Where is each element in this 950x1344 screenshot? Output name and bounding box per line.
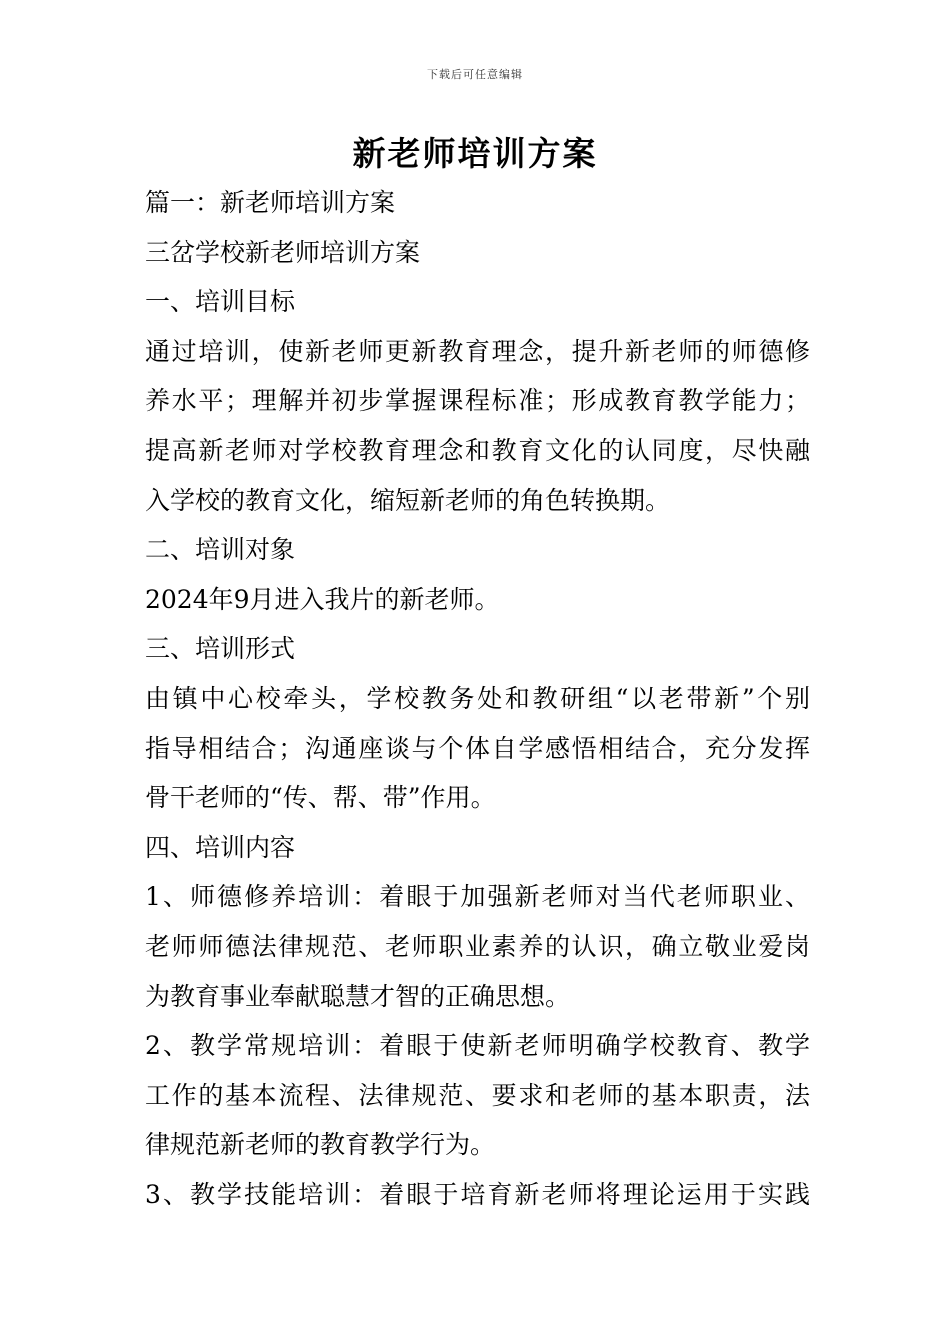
paragraph-line: 2、教学常规培训：着眼于使新老师明确学校教育、教学	[145, 1031, 810, 1061]
paragraph-line: 入学校的教育文化，缩短新老师的角色转换期。	[145, 485, 671, 515]
paragraph-line: 养水平；理解并初步掌握课程标准；形成教育教学能力；	[145, 386, 810, 416]
paragraph-line: 通过培训，使新老师更新教育理念，提升新老师的师德修	[145, 336, 810, 366]
paragraph-line: 律规范新老师的教育教学行为。	[145, 1130, 496, 1160]
paragraph-line: 骨干老师的“传、帮、带”作用。	[145, 783, 496, 813]
header-note: 下载后可任意编辑	[427, 68, 523, 81]
paragraph-line: 3、教学技能培训：着眼于培育新老师将理论运用于实践	[145, 1179, 810, 1209]
section-heading: 二、培训对象	[145, 535, 296, 565]
subtitle-line: 三岔学校新老师培训方案	[145, 237, 421, 267]
document-body	[145, 178, 810, 1219]
section-heading: 四、培训内容	[145, 832, 296, 862]
paragraph-line: 1、师德修养培训：着眼于加强新老师对当代老师职业、	[145, 882, 810, 912]
paragraph-line: 提高新老师对学校教育理念和教育文化的认同度，尽快融	[145, 435, 810, 465]
paragraph-line: 为教育事业奉献聪慧才智的正确思想。	[145, 981, 571, 1011]
paragraph-line: 工作的基本流程、法律规范、要求和老师的基本职责，法	[145, 1080, 810, 1110]
section-heading: 三、培训形式	[145, 634, 296, 664]
paragraph-line: 由镇中心校牵头，学校教务处和教研组“以老带新”个别	[145, 683, 810, 713]
document-title: 新老师培训方案	[352, 134, 598, 173]
section-heading: 篇一：新老师培训方案	[145, 188, 396, 217]
paragraph-line: 指导相结合；沟通座谈与个体自学感悟相结合，充分发挥	[145, 733, 810, 763]
paragraph-line: 老师师德法律规范、老师职业素养的认识，确立敬业爱岗	[145, 931, 810, 961]
section-heading: 一、培训目标	[145, 287, 296, 317]
paragraph-line: 2024年9月进入我片的新老师。	[145, 584, 500, 614]
